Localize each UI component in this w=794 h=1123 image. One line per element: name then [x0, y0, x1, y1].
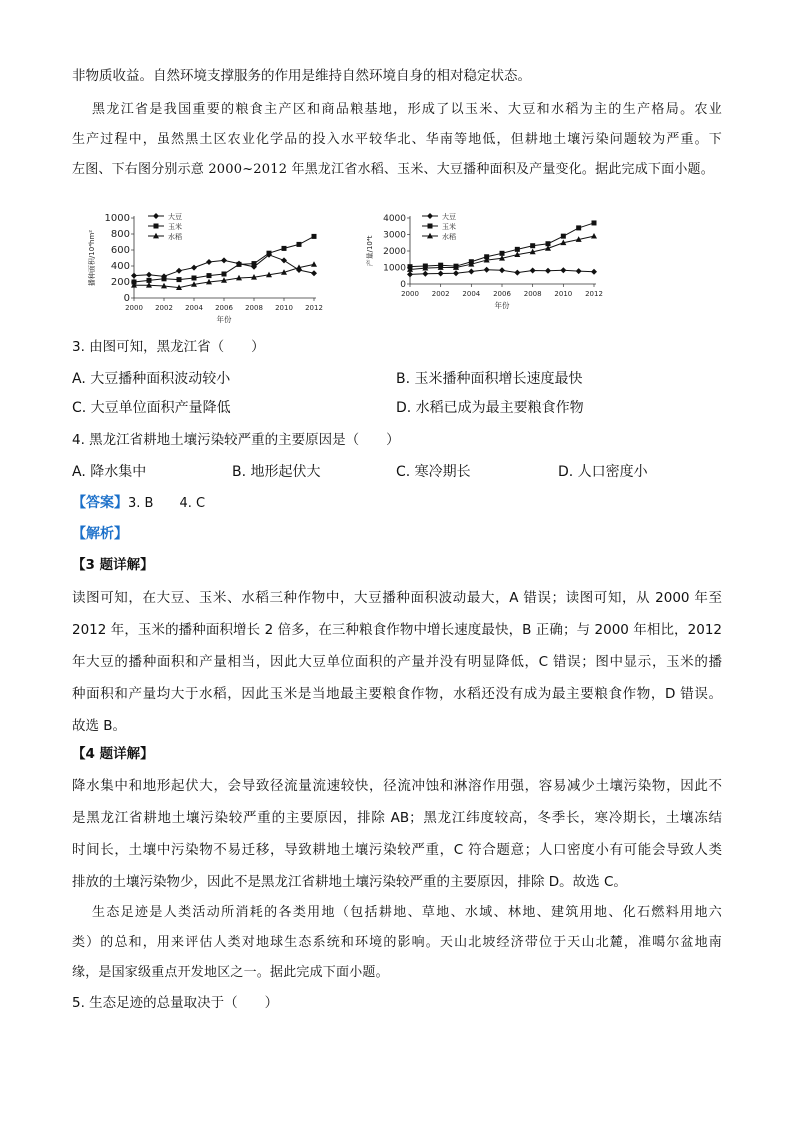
y-tick-label: 600: [110, 245, 130, 256]
question-3-stem: 3. 由图可知，黑龙江省（ ）: [72, 339, 265, 355]
legend-label: 大豆: [442, 213, 456, 221]
data-point: [162, 276, 167, 281]
q3-option-d[interactable]: D. 水稻已成为最主要粮食作物: [396, 400, 584, 416]
x-axis-label: 年份: [494, 301, 510, 310]
data-point: [545, 268, 551, 274]
output-chart: [362, 208, 622, 320]
detail-4-line: 排放的土壤污染物少，因此不是黑龙江省耕地土壤污染较严重的主要原因，排除 D。故选 C。: [72, 874, 627, 890]
x-tick-label: 2008: [523, 290, 542, 298]
y-axis-label: 播种面积/10⁴hm²: [88, 229, 96, 287]
y-tick-label: 1000: [383, 263, 406, 274]
data-point: [176, 268, 182, 274]
data-point: [500, 251, 505, 256]
data-point: [468, 268, 474, 274]
detail-3-line: 2012 年，玉米的播种面积增长 2 倍多，在三种粮食作物中增长速度最快，B 正确；与 2000 年相比，2012: [72, 622, 722, 638]
y-tick-label: 3000: [383, 230, 406, 241]
data-point: [576, 268, 582, 274]
legend-label: 玉米: [168, 223, 182, 231]
passage-line: 左图、下右图分别示意 2000~2012 年黑龙江省水稻、玉米、大豆播种面积及产量变化。据此完成下面小题。: [72, 162, 714, 177]
x-tick-label: 2002: [431, 290, 450, 298]
answer-line: [72, 493, 205, 514]
x-axis-label: 年份: [216, 315, 232, 324]
legend-marker: [428, 224, 433, 229]
data-point: [407, 271, 413, 277]
answer-text: 3. B 4. C: [128, 496, 206, 511]
data-point: [591, 269, 597, 275]
q4-option-d[interactable]: D. 人口密度小: [558, 464, 648, 480]
x-tick-label: 2000: [125, 304, 143, 312]
data-point: [177, 277, 182, 282]
legend-marker: [153, 213, 159, 219]
y-tick-label: 800: [110, 229, 130, 240]
x-tick-label: 2000: [401, 290, 419, 298]
detail-3-line: 读图可知，在大豆、玉米、水稻三种作物中，大豆播种面积波动最大，A 错误；读图可知，从 2000 年至: [72, 590, 722, 606]
legend-marker: [427, 213, 433, 219]
passage-line: 生态足迹是人类活动所消耗的各类用地（包括耕地、草地、水域、林地、建筑用地、化石燃料用地六: [92, 905, 722, 920]
question-4-stem: 4. 黑龙江省耕地土壤污染较严重的主要原因是（ ）: [72, 432, 400, 448]
data-point: [237, 262, 242, 267]
data-point: [281, 257, 287, 263]
data-point: [206, 259, 212, 265]
passage-line: 生产过程中，虽然黑土区农业化学品的投入水平较华北、华南等地低，但耕地土壤污染问题较为严重。下: [72, 132, 722, 147]
data-point: [267, 251, 272, 256]
legend-marker: [154, 224, 159, 229]
data-point: [499, 267, 505, 273]
question-5-stem: 5. 生态足迹的总量取决于（ ）: [72, 995, 279, 1011]
legend-label: 水稻: [168, 233, 182, 241]
data-point: [514, 270, 520, 276]
data-point: [146, 272, 152, 278]
legend-label: 玉米: [442, 223, 456, 231]
data-point: [530, 267, 536, 273]
x-tick-label: 2008: [245, 304, 263, 312]
legend-label: 大豆: [168, 213, 182, 221]
x-tick-label: 2010: [554, 290, 573, 298]
data-point: [311, 261, 317, 267]
data-point: [297, 242, 302, 247]
x-tick-label: 2006: [215, 304, 233, 312]
y-tick-label: 400: [110, 261, 130, 272]
data-point: [282, 246, 287, 251]
data-point: [591, 233, 597, 239]
detail-4-heading: 【4 题详解】: [72, 746, 154, 762]
x-tick-label: 2004: [185, 304, 203, 312]
data-point: [561, 234, 566, 239]
q3-option-b[interactable]: B. 玉米播种面积增长速度最快: [396, 371, 583, 387]
data-point: [191, 265, 197, 271]
y-axis-label: 产量/10⁴t: [366, 235, 374, 267]
data-point: [131, 273, 137, 279]
q4-option-b[interactable]: B. 地形起伏大: [232, 464, 321, 480]
intro-text: 非物质收益。自然环境支撑服务的作用是维持自然环境自身的相对稳定状态。: [72, 68, 531, 84]
x-tick-label: 2010: [275, 304, 293, 312]
analysis-heading: [72, 524, 128, 544]
detail-3-line: 故选 B。: [72, 718, 127, 734]
data-point: [207, 273, 212, 278]
y-tick-label: 2000: [383, 247, 406, 257]
data-point: [515, 247, 520, 252]
passage-line: 类）的总和，用来评估人类对地球生态系统和环境的影响。天山北坡经济带位于天山北麓，准噶尔盆地南: [72, 935, 722, 950]
detail-3-heading: 【3 题详解】: [72, 557, 154, 573]
data-point: [484, 267, 490, 273]
passage-line: 黑龙江省是我国重要的粮食主产区和商品粮基地，形成了以玉米、大豆和水稻为主的生产格局。农业: [92, 102, 722, 117]
data-point: [422, 271, 428, 277]
data-point: [221, 257, 227, 263]
data-point: [530, 243, 535, 248]
q4-option-a[interactable]: A. 降水集中: [72, 464, 147, 480]
data-point: [222, 272, 227, 277]
detail-3-line: 年大豆的播种面积和产量相当，因此大豆单位面积的产量并没有明显降低，C 错误；图中显示，玉米的播: [72, 654, 722, 670]
answer-tag: 【答案】: [72, 495, 128, 511]
data-point: [560, 267, 566, 273]
data-point: [453, 270, 459, 276]
q3-option-c[interactable]: C. 大豆单位面积产量降低: [72, 400, 231, 416]
data-point: [311, 270, 317, 276]
data-point: [312, 234, 317, 239]
data-point: [438, 270, 444, 276]
x-tick-label: 2012: [305, 304, 323, 312]
x-tick-label: 2006: [493, 290, 511, 298]
y-tick-label: 0: [123, 293, 130, 304]
passage-line: 缘，是国家级重点开发地区之一。据此完成下面小题。: [72, 965, 389, 980]
legend-label: 水稻: [442, 233, 456, 241]
y-tick-label: 200: [110, 277, 130, 288]
sown-area-chart: [82, 208, 342, 328]
q3-option-a[interactable]: A. 大豆播种面积波动较小: [72, 371, 231, 387]
data-point: [592, 220, 597, 225]
x-tick-label: 2004: [462, 290, 481, 298]
y-tick-label: 0: [400, 280, 406, 290]
data-point: [192, 276, 197, 281]
detail-4-line: 降水集中和地形起伏大，会导致径流量流速较快，径流冲蚀和淋溶作用强，容易减少土壤污染物，因此不: [72, 778, 722, 794]
q4-option-c[interactable]: C. 寒冷期长: [396, 464, 471, 480]
data-point: [576, 225, 581, 230]
detail-4-line: 时间长，土壤中污染物不易迁移，导致耕地土壤污染较严重，C 符合题意；人口密度小有可能会导致人类: [72, 842, 722, 858]
x-tick-label: 2002: [155, 304, 173, 312]
y-tick-label: 1000: [104, 213, 130, 224]
x-tick-label: 2012: [585, 290, 603, 298]
analysis-tag: 【解析】: [72, 526, 128, 542]
detail-4-line: 是黑龙江省耕地土壤污染较严重的主要原因，排除 AB；黑龙江纬度较高，冬季长，寒冷期长，土壤冻结: [72, 810, 722, 826]
y-tick-label: 4000: [383, 214, 406, 224]
data-point: [252, 261, 257, 266]
detail-3-line: 种面积和产量均大于水稻，因此玉米是当地最主要粮食作物，水稻还没有成为最主要粮食作物，D 错误。: [72, 686, 722, 702]
